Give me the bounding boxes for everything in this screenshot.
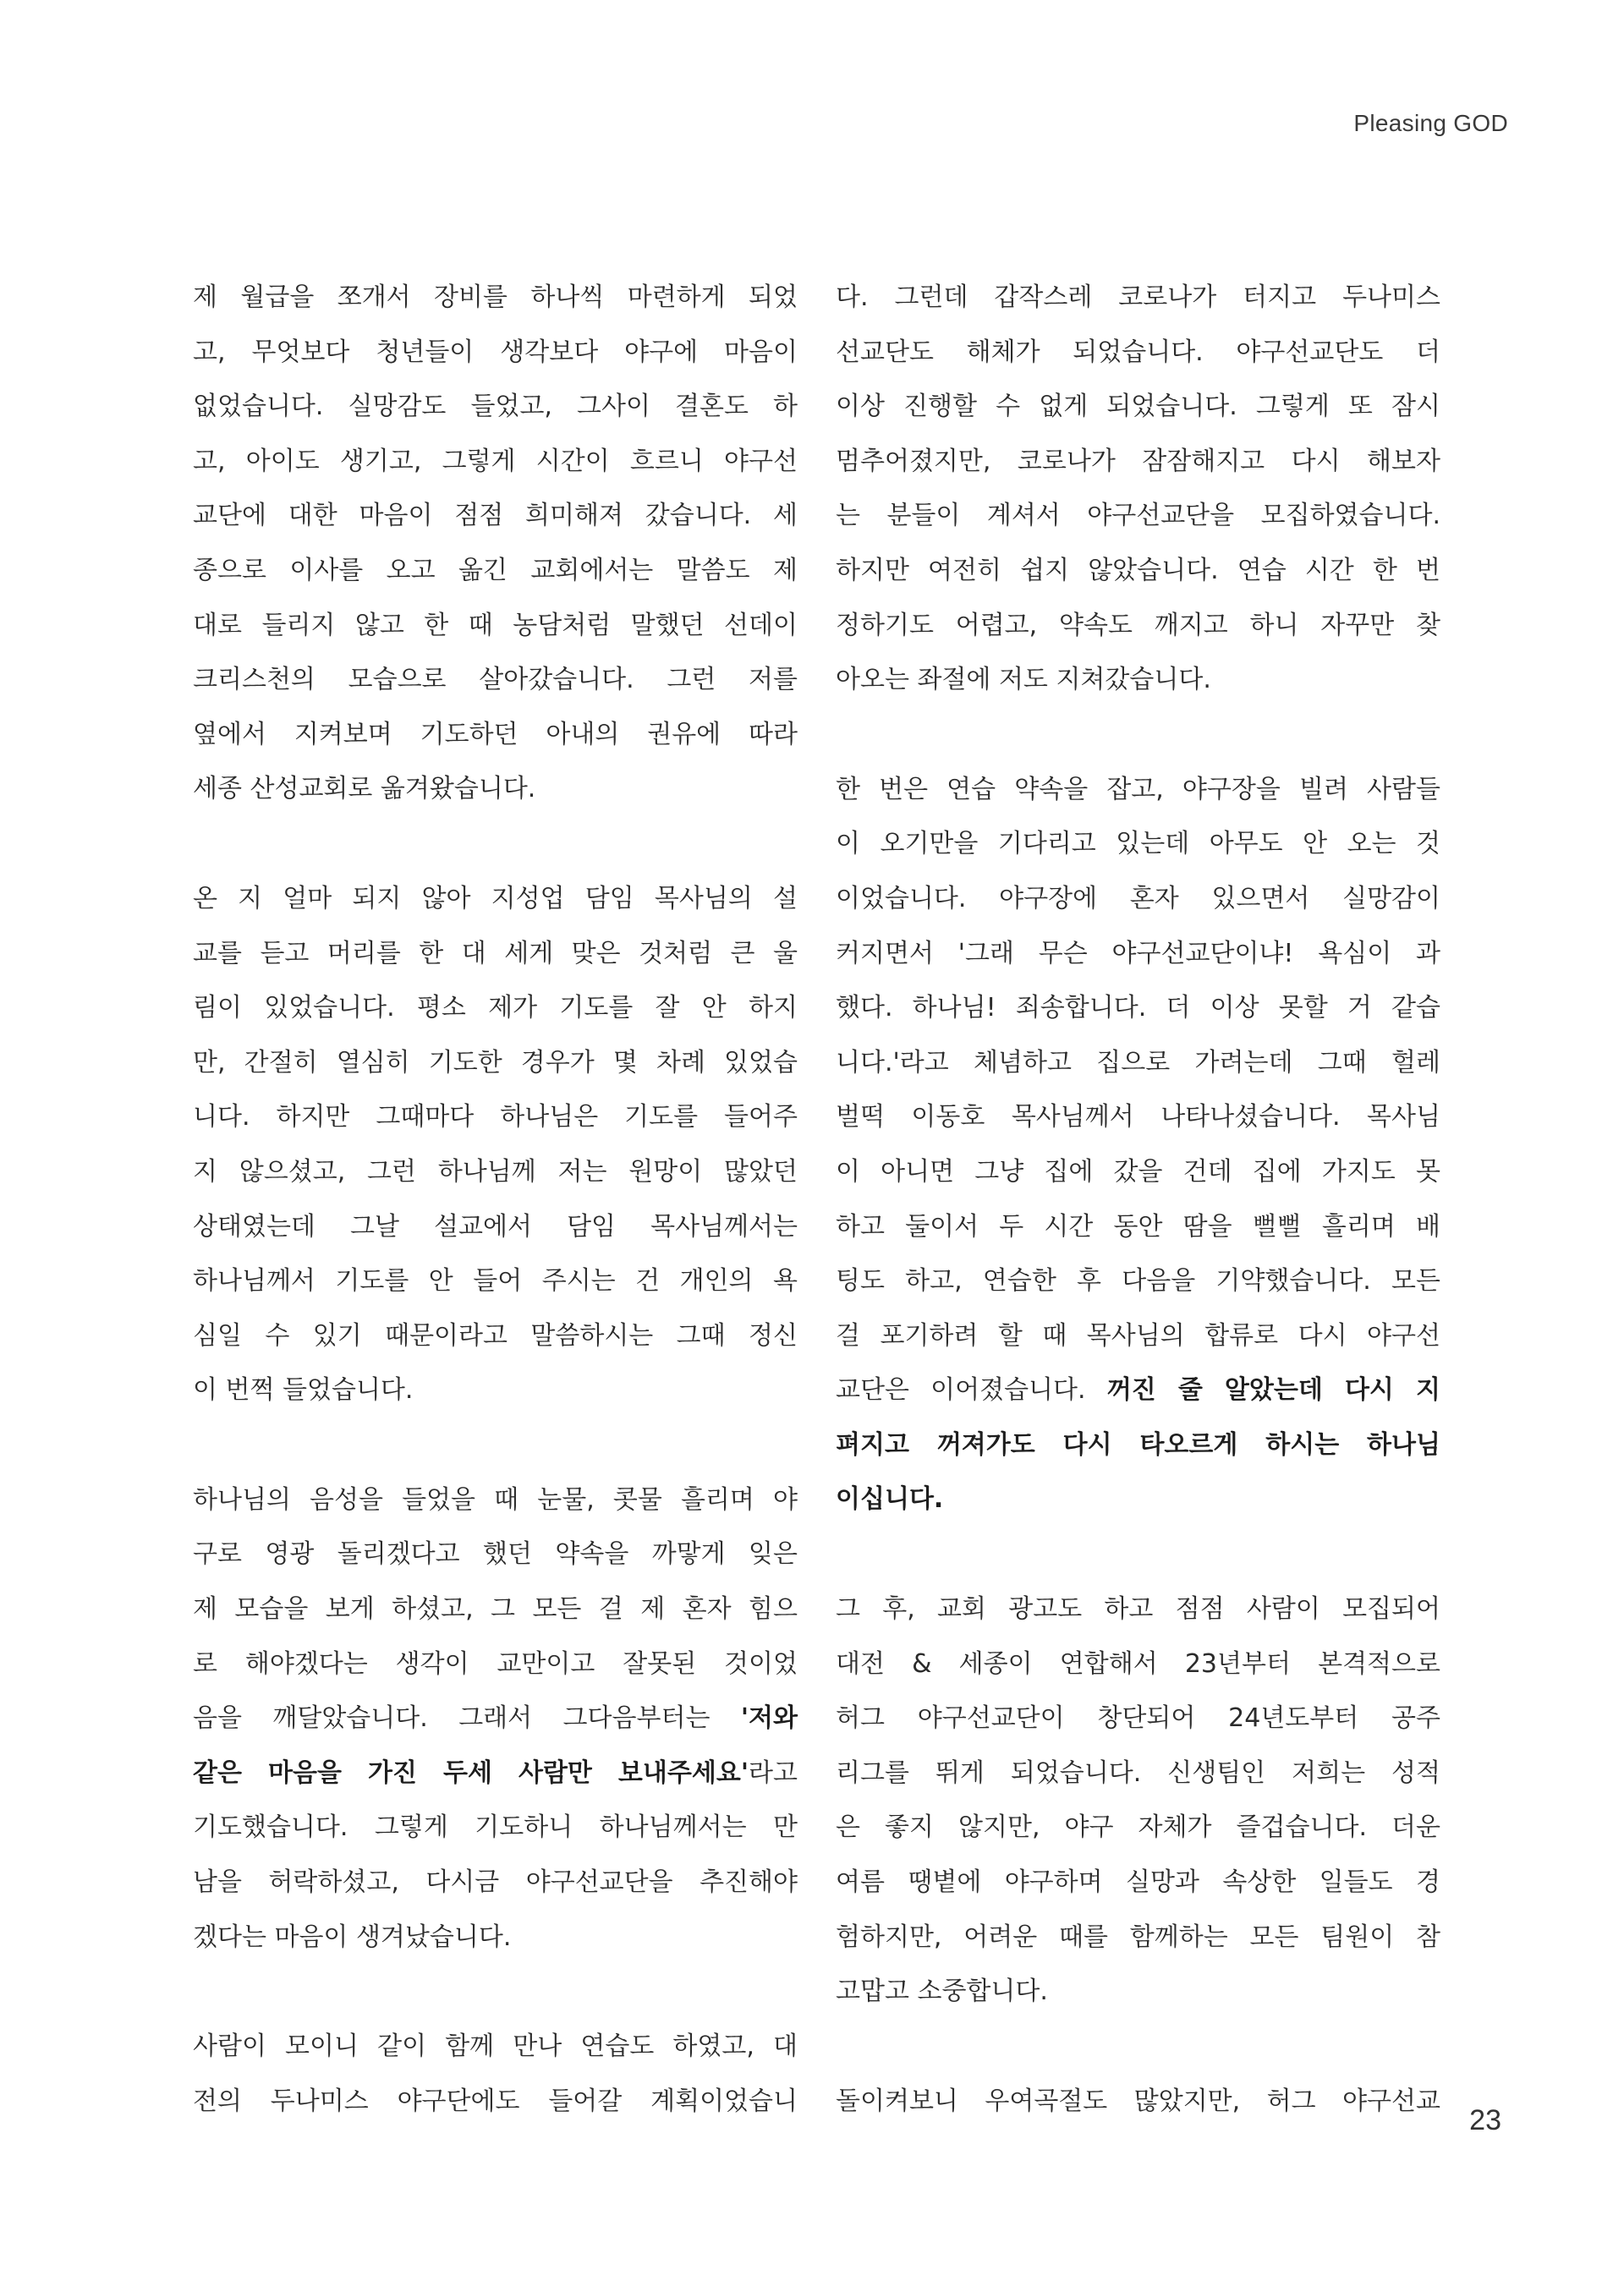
text-line: 교단에 대한 마음이 점점 희미해져 갔습니다. 세 bbox=[193, 501, 798, 531]
paragraph bbox=[193, 271, 798, 817]
text-line: 사람이 모이니 같이 함께 만나 연습도 하였고, 대 bbox=[193, 2032, 798, 2062]
text-line: 림이 있었습니다. 평소 제가 기도를 잘 안 하지 bbox=[193, 993, 798, 1023]
text-line: 여름 땡볕에 야구하며 실망과 속상한 일들도 경 bbox=[836, 1867, 1440, 1898]
text-line: 지 않으셨고, 그런 하나님께 저는 원망이 많았던 bbox=[193, 1156, 798, 1187]
text-line: 이상 진행할 수 없게 되었습니다. 그렇게 또 잠시 bbox=[836, 392, 1440, 422]
text-line: 온 지 얼마 되지 않아 지성업 담임 목사님의 설 bbox=[193, 883, 798, 913]
text-line: 전의 두나미스 야구단에도 들어갈 계획이었습니 bbox=[193, 2086, 798, 2116]
paragraph bbox=[836, 271, 1440, 708]
running-header-title: Pleasing GOD bbox=[1353, 110, 1508, 136]
emphasis-text: 같은 마음을 가진 두세 사람만 보내주세요' bbox=[193, 1757, 749, 1788]
text-line: 하지만 여전히 쉽지 않았습니다. 연습 시간 한 번 bbox=[836, 555, 1440, 585]
text-line: 정하기도 어렵고, 약속도 깨지고 하니 자꾸만 찾 bbox=[836, 610, 1440, 640]
paragraph bbox=[193, 2020, 798, 2129]
text-line: 한 번은 연습 약속을 잡고, 야구장을 빌려 사람들 bbox=[836, 774, 1440, 804]
text-line: 종으로 이사를 오고 옮긴 교회에서는 말씀도 제 bbox=[193, 555, 798, 585]
text-line: 만, 간절히 열심히 기도한 경우가 몇 차례 있었습 bbox=[193, 1047, 798, 1077]
text-line: 옆에서 지켜보며 기도하던 아내의 권유에 따라 bbox=[193, 719, 798, 749]
text-line: 선교단도 해체가 되었습니다. 야구선교단도 더 bbox=[836, 337, 1440, 367]
emphasis-text: '저와 bbox=[740, 1703, 798, 1734]
text-line: 대전 & 세종이 연합해서 23년부터 본격적으로 bbox=[836, 1648, 1440, 1679]
text-line bbox=[836, 1472, 1440, 1527]
text-line: 했다. 하나님! 죄송합니다. 더 이상 못할 거 같습 bbox=[836, 993, 1440, 1023]
emphasis-text: 이십니다. bbox=[836, 1484, 944, 1515]
text-line: 크리스천의 모습으로 살아갔습니다. 그런 저를 bbox=[193, 665, 798, 695]
text-line: 이었습니다. 야구장에 혼자 있으면서 실망감이 bbox=[836, 883, 1440, 913]
text-line: 걸 포기하려 할 때 목사님의 합류로 다시 야구선 bbox=[836, 1320, 1440, 1351]
text-line: 그 후, 교회 광고도 하고 점점 사람이 모집되어 bbox=[836, 1594, 1440, 1625]
text-line: 하나님의 음성을 들었을 때 눈물, 콧물 흘리며 야 bbox=[193, 1484, 798, 1515]
emphasis-text: 꺼진 줄 알았는데 다시 지 bbox=[1106, 1375, 1440, 1406]
paragraph bbox=[836, 763, 1440, 1527]
text-line: 제 월급을 쪼개서 장비를 하나씩 마련하게 되었 bbox=[193, 282, 798, 312]
text-line: 하고 둘이서 두 시간 동안 땀을 뻘뻘 흘리며 배 bbox=[836, 1211, 1440, 1242]
text-line: 대로 들리지 않고 한 때 농담처럼 말했던 선데이 bbox=[193, 610, 798, 640]
right-text-column bbox=[836, 271, 1440, 2184]
text-line: 는 분들이 계셔서 야구선교단을 모집하였습니다. bbox=[836, 501, 1440, 531]
text-line: 세종 산성교회로 옮겨왔습니다. bbox=[193, 774, 536, 804]
text-line: 고, 아이도 생기고, 그렇게 시간이 흐르니 야구선 bbox=[193, 446, 798, 476]
text-line: 벌떡 이동호 목사님께서 나타나셨습니다. 목사님 bbox=[836, 1102, 1440, 1132]
text-line: 커지면서 '그래 무슨 야구선교단이냐! 욕심이 과 bbox=[836, 938, 1440, 968]
text-line: 험하지만, 어려운 때를 함께하는 모든 팀원이 참 bbox=[836, 1922, 1440, 1952]
text-line: 멈추어졌지만, 코로나가 잠잠해지고 다시 해보자 bbox=[836, 446, 1440, 476]
text-line: 이 번쩍 들었습니다. bbox=[193, 1375, 414, 1406]
text-line: 허그 야구선교단이 창단되어 24년도부터 공주 bbox=[836, 1703, 1440, 1734]
text-line: 돌이켜보니 우여곡절도 많았지만, 허그 야구선교 bbox=[836, 2086, 1440, 2116]
text-line: 없었습니다. 실망감도 들었고, 그사이 결혼도 하 bbox=[193, 392, 798, 422]
paragraph bbox=[193, 1473, 798, 1965]
text-line: 고, 무엇보다 청년들이 생각보다 야구에 마음이 bbox=[193, 337, 798, 367]
text-line: 다. 그런데 갑작스레 코로나가 터지고 두나미스 bbox=[836, 282, 1440, 312]
left-text-column bbox=[193, 271, 798, 2184]
text-line: 음을 깨달았습니다. 그래서 그다음부터는 '저와 bbox=[193, 1703, 798, 1734]
emphasis-text: 펴지고 꺼져가도 다시 타오르게 하시는 하나님 bbox=[836, 1429, 1440, 1460]
text-line bbox=[836, 1418, 1440, 1473]
text-line: 교단은 이어졌습니다. 꺼진 줄 알았는데 다시 지 bbox=[836, 1375, 1440, 1406]
text-line: 고맙고 소중합니다. bbox=[836, 1977, 1048, 2007]
text-line: 로 해야겠다는 생각이 교만이고 잘못된 것이었 bbox=[193, 1648, 798, 1679]
text-line: 교를 듣고 머리를 한 대 세게 맞은 것처럼 큰 울 bbox=[193, 938, 798, 968]
paragraph bbox=[836, 1582, 1440, 2020]
text-line: 아오는 좌절에 저도 지쳐갔습니다. bbox=[836, 665, 1211, 695]
text-line: 구로 영광 돌리겠다고 했던 약속을 까맣게 잊은 bbox=[193, 1539, 798, 1570]
text-line: 기도했습니다. 그렇게 기도하니 하나님께서는 만 bbox=[193, 1812, 798, 1843]
paragraph bbox=[193, 872, 798, 1418]
text-line: 심일 수 있기 때문이라고 말씀하시는 그때 정신 bbox=[193, 1320, 798, 1351]
text-line: 같은 마음을 가진 두세 사람만 보내주세요'라고 bbox=[193, 1757, 798, 1788]
text-line: 하나님께서 기도를 안 들어 주시는 건 개인의 욕 bbox=[193, 1266, 798, 1297]
text-line: 니다.'라고 체념하고 집으로 가려는데 그때 헐레 bbox=[836, 1047, 1440, 1077]
paragraph bbox=[836, 2075, 1440, 2130]
text-line: 겠다는 마음이 생겨났습니다. bbox=[193, 1922, 512, 1952]
text-line: 리그를 뛰게 되었습니다. 신생팀인 저희는 성적 bbox=[836, 1757, 1440, 1788]
text-line: 상태였는데 그날 설교에서 담임 목사님께서는 bbox=[193, 1211, 798, 1242]
text-line: 제 모습을 보게 하셨고, 그 모든 걸 제 혼자 힘으 bbox=[193, 1594, 798, 1625]
text-line: 팅도 하고, 연습한 후 다음을 기약했습니다. 모든 bbox=[836, 1266, 1440, 1297]
text-line: 이 오기만을 기다리고 있는데 아무도 안 오는 것 bbox=[836, 829, 1440, 859]
text-line: 은 좋지 않지만, 야구 자체가 즐겁습니다. 더운 bbox=[836, 1812, 1440, 1843]
page-number: 23 bbox=[1469, 2104, 1501, 2136]
text-line: 남을 허락하셨고, 다시금 야구선교단을 추진해야 bbox=[193, 1867, 798, 1898]
text-line: 니다. 하지만 그때마다 하나님은 기도를 들어주 bbox=[193, 1102, 798, 1132]
text-line: 이 아니면 그냥 집에 갔을 건데 집에 가지도 못 bbox=[836, 1156, 1440, 1187]
